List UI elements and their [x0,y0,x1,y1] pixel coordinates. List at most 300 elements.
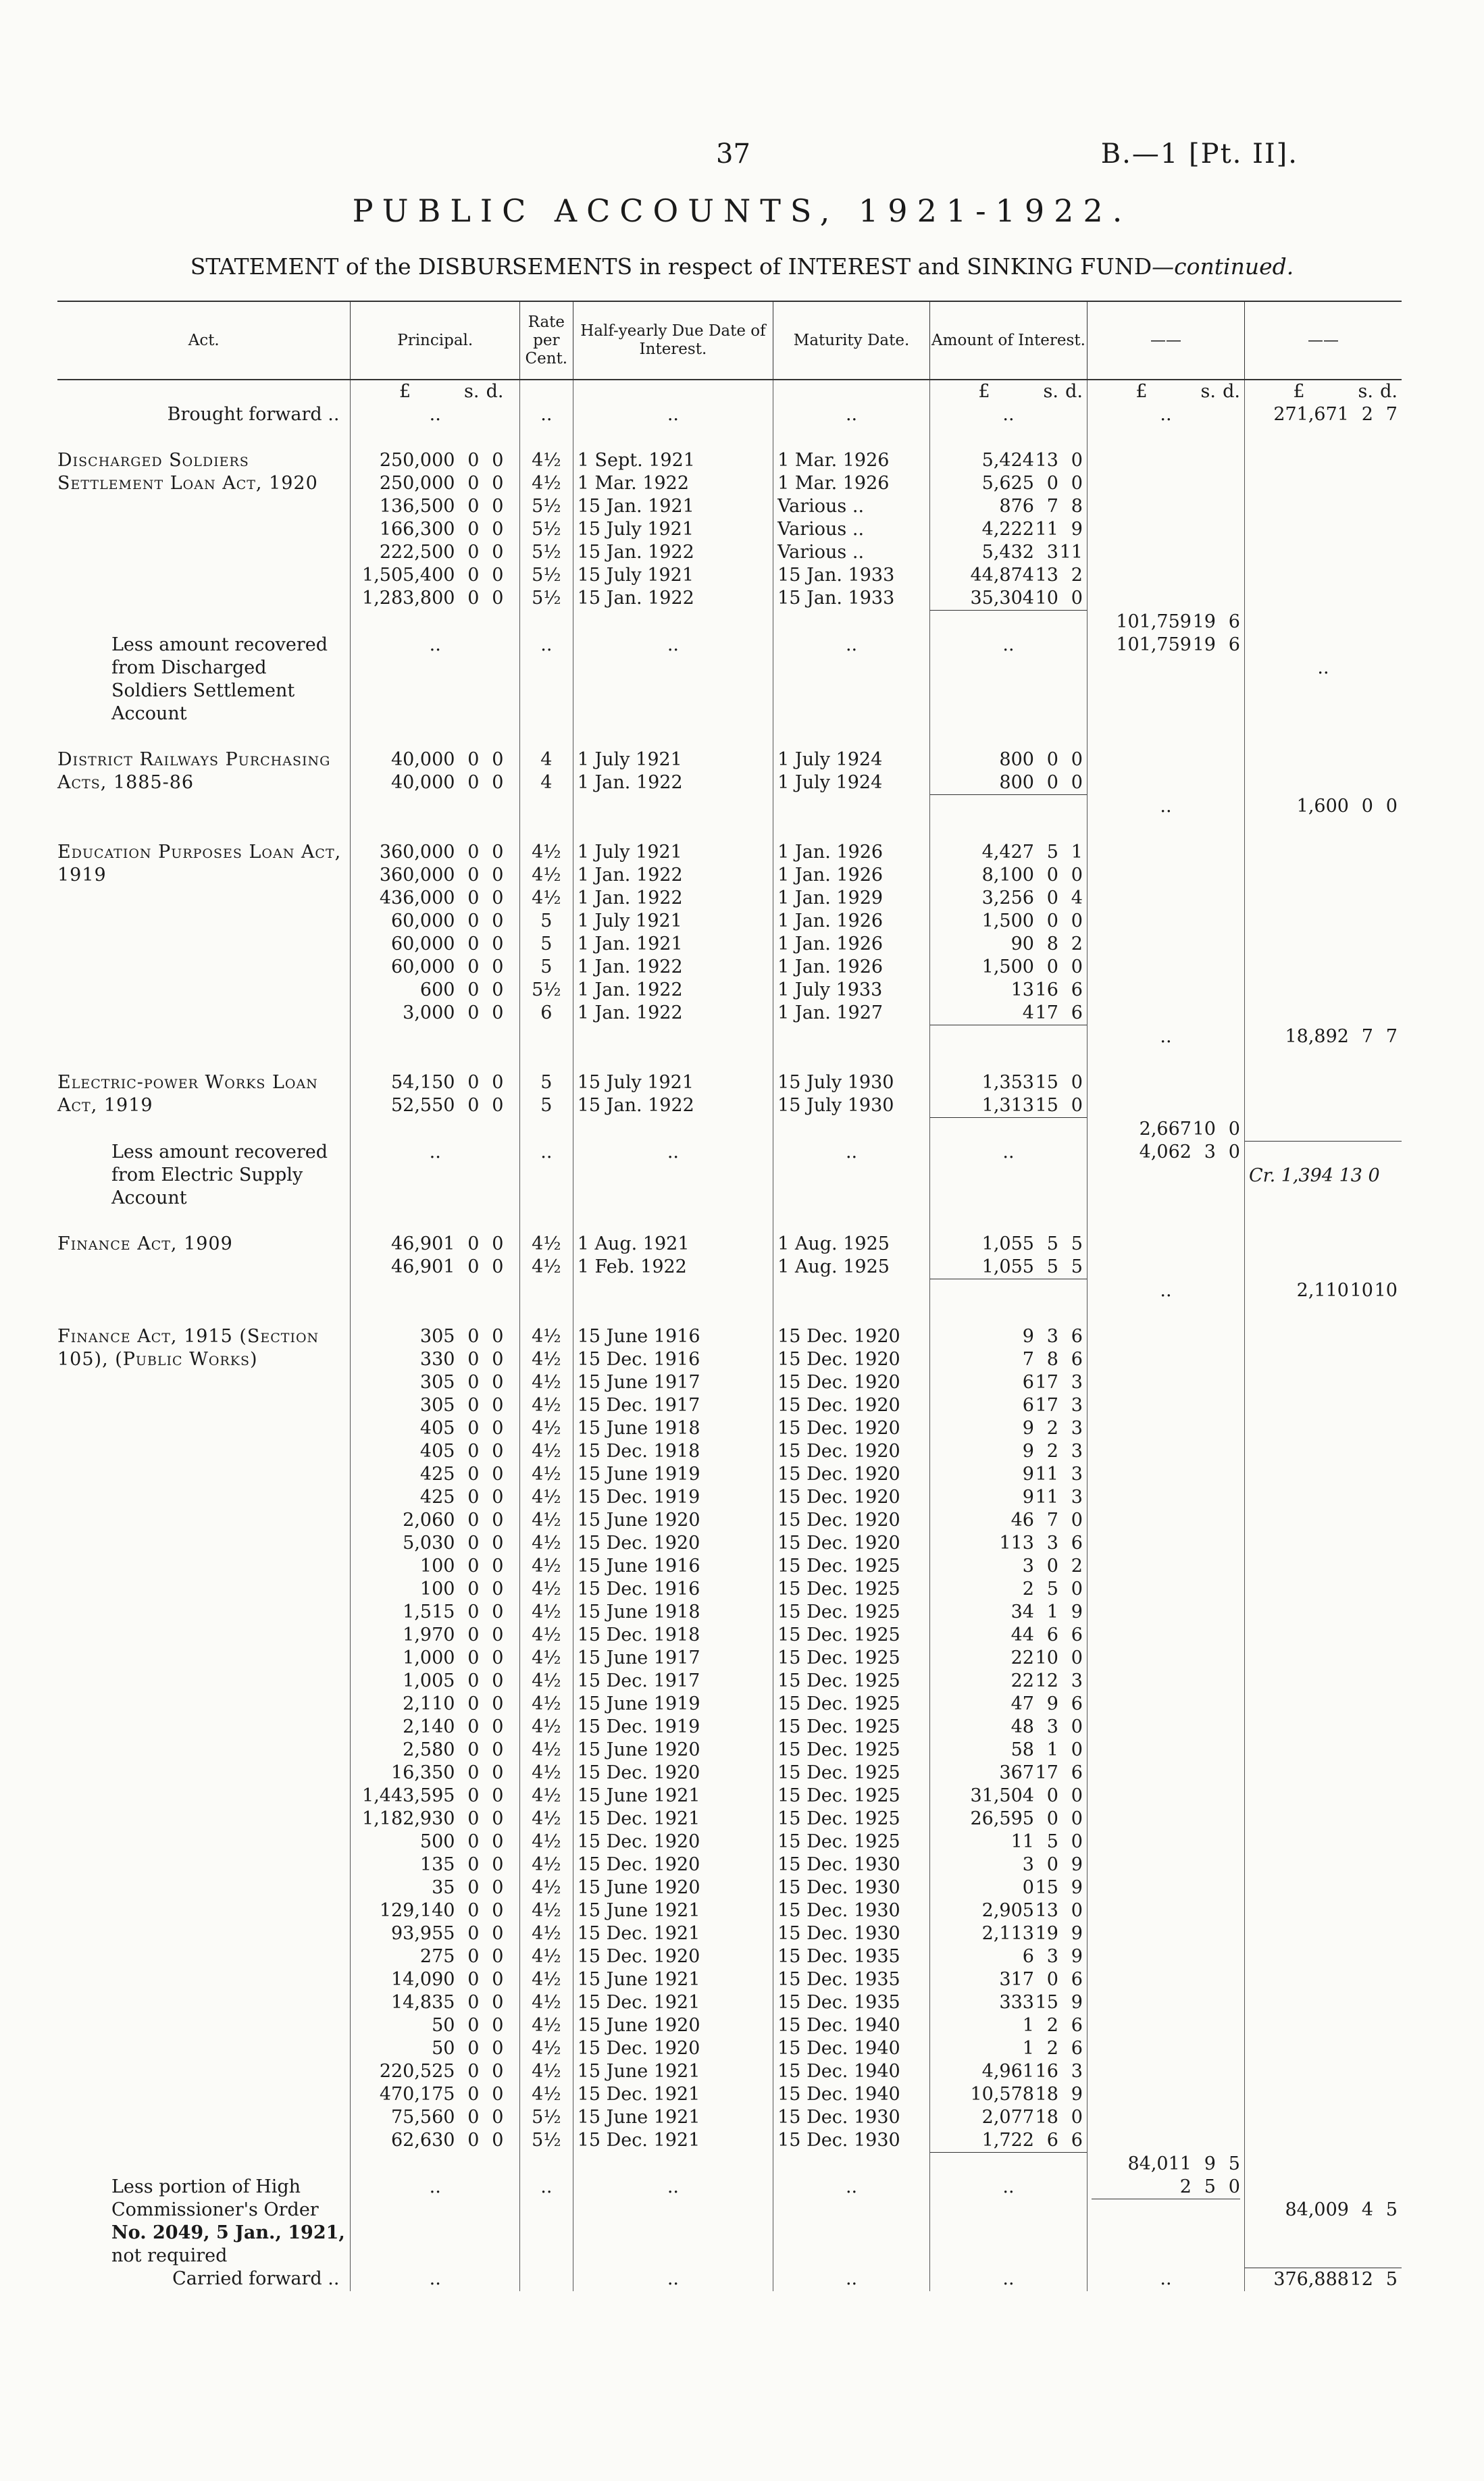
cell-amount [929,795,1087,819]
blank-line [777,380,925,403]
half-yearly-date: 15 June 1919 [577,1464,700,1485]
pounds-value: 360,000 [379,842,455,863]
maturity-date: 15 Dec. 1925 [777,1716,900,1737]
interest-amount [934,2106,1083,2129]
cell-subtotal [1087,1279,1244,1303]
cell-subtotal [1087,1325,1244,2153]
pence-value: 0 [492,1762,504,1783]
maturity-date: Various .. [777,519,865,540]
cell-amount [929,1325,1087,2153]
cell-total [1244,426,1402,449]
cell-rate [519,841,573,1025]
cell-half-yearly [573,1118,773,1142]
pounds-value: 2 [1179,2176,1192,2197]
shillings-value: 12 [1350,2268,1373,2290]
pounds-value: 2,077 [981,2107,1034,2128]
cell-amount [929,2268,1087,2291]
principal-value [355,1440,515,1463]
rate-value: 4½ [532,473,561,494]
shillings-value: 7 [1046,496,1058,517]
cell-rate [519,1141,573,1210]
unit-pence: d. [1223,381,1240,402]
half-yearly-date: 15 July 1921 [577,519,694,540]
dots: .. [1002,2268,1015,2289]
unit-pence: d. [486,381,504,402]
half-yearly-date: 15 Dec. 1921 [577,1992,700,2013]
pounds-value: 425 [419,1487,455,1508]
interest-amount [934,1509,1083,1532]
pounds-value: 317 [999,1969,1034,1990]
interest-amount [934,1532,1083,1555]
half-yearly-date: 15 Dec. 1920 [577,2038,700,2059]
pence-value: 6 [1228,634,1240,655]
pounds-value: 271,671 [1273,404,1349,425]
pounds-value: 50 [432,2038,455,2059]
shillings-value: 0 [467,1877,480,1898]
shillings-value: 0 [467,1785,480,1806]
pence-value: 0 [1385,795,1398,817]
principal-value [355,1693,515,1716]
principal-value [355,1463,515,1486]
page-subtitle [0,253,1484,280]
pence-value: 0 [492,2038,504,2059]
maturity-date: 15 Dec. 1940 [777,2015,900,2036]
half-yearly-date: 1 July 1921 [577,911,682,931]
interest-amount [934,1440,1083,1463]
shillings-value: 6 [1046,2130,1058,2151]
pence-value: 0 [492,1785,504,1806]
cell-principal [351,1025,520,1049]
interest-amount [934,933,1083,956]
interest-amount [934,1716,1083,1739]
maturity-date: 15 Dec. 1925 [777,1602,900,1622]
currency-units [1249,380,1398,403]
pounds-value: 54,150 [390,1072,455,1093]
rate-value: 4½ [532,1762,561,1783]
principal-value [355,1899,515,1922]
pounds-value: 26,595 [970,1808,1034,1829]
table-row [57,380,1402,403]
cell-amount [929,634,1087,725]
shillings-value: 0 [467,1510,480,1531]
cell-total [1244,841,1402,1025]
principal-value [355,1831,515,1853]
maturity-date: 15 Jan. 1933 [777,588,895,609]
principal-value [355,1716,515,1739]
cell-maturity [773,1118,930,1142]
pence-value: 0 [1228,2176,1240,2197]
maturity-date: 15 Dec. 1925 [777,1785,900,1806]
table-row [57,2176,1402,2268]
pence-value: 3 [1071,1395,1083,1416]
pounds-value: 9 [1022,1441,1034,1462]
shillings-value: 7 [1361,1025,1373,1047]
interest-amount [934,1968,1083,1991]
pounds-value: 220,525 [379,2061,455,2082]
shillings-value: 0 [467,772,480,793]
pence-value: 0 [492,542,504,563]
section-total [1249,2199,1398,2222]
cell-subtotal [1087,1233,1244,1279]
pounds-value: 333 [999,1992,1034,2013]
pounds-value: 2,113 [981,1923,1034,1944]
pounds-value: 5,030 [403,1533,455,1554]
half-yearly-date: 1 Jan. 1922 [577,772,683,793]
section-total [1249,1279,1398,1302]
shillings-value: 13 [1035,1900,1058,1921]
pounds-value: 31,504 [970,1785,1034,1806]
shillings-value: 0 [467,749,480,770]
dots: .. [845,1142,858,1162]
col-header-rate: Rate per Cent. [519,301,573,380]
shillings-value: 0 [467,1647,480,1668]
cell-subtotal [1087,725,1244,748]
cell-rate [519,818,573,841]
pence-value: 0 [492,519,504,540]
rate-value: 4½ [532,1579,561,1600]
cell-amount [929,818,1087,841]
principal-value [355,518,515,541]
shillings-value: 13 [1035,450,1058,471]
cell-amount [929,2176,1087,2268]
pence-value: 6 [1071,1533,1083,1554]
principal-value [355,1325,515,1348]
pence-value: 9 [1071,519,1083,540]
rate-value: 4 [540,772,553,793]
half-yearly-date: 1 Feb. 1922 [577,1256,687,1277]
cell-subtotal [1087,426,1244,449]
principal-value [355,1601,515,1624]
less-label-end: not required [111,2245,228,2266]
rate-value: 4½ [532,1716,561,1737]
rate-value: 4½ [532,1946,561,1967]
pounds-value: 3,000 [403,1002,455,1023]
cell-half-yearly [573,1325,773,2153]
blank-line [1249,2176,1398,2199]
unit-shilling: s. [1043,381,1058,402]
rate-value: 4½ [532,1326,561,1347]
section-total [1249,795,1398,818]
half-yearly-date: 15 Dec. 1921 [577,1808,700,1829]
shillings-value: 0 [467,1233,480,1254]
interest-amount [934,1831,1083,1853]
shillings-value: 12 [1035,1670,1058,1691]
cell-principal [351,748,520,795]
pence-value: 0 [1071,749,1083,770]
cell-amount [929,1071,1087,1118]
shillings-value: 0 [467,1326,480,1347]
maturity-date: 15 Dec. 1935 [777,1992,900,2013]
shillings-value: 3 [1204,1142,1216,1162]
cell-principal [351,1210,520,1233]
pounds-value: 16,350 [390,1762,455,1783]
rate-value: 4½ [532,1349,561,1370]
shillings-value: 18 [1035,2084,1058,2105]
maturity-date: 15 Dec. 1925 [777,1625,900,1645]
cell-principal [351,795,520,819]
interest-amount [934,1256,1083,1279]
half-yearly-date: 15 Dec. 1921 [577,2130,700,2151]
rate-value: 5 [540,911,553,931]
cell-half-yearly [573,2176,773,2268]
rate-value: 4½ [532,888,561,909]
cell-half-yearly [573,841,773,1025]
shillings-value: 0 [1046,1854,1058,1875]
pence-value: 3 [1071,1418,1083,1439]
shillings-value: 19 [1035,1923,1058,1944]
less-label: Less amount recovered from Electric Supply Account [111,1142,328,1208]
shillings-value: 15 [1035,1095,1058,1116]
cell-amount [929,841,1087,1025]
dots: .. [540,2176,553,2197]
interest-amount [934,449,1083,472]
cell-maturity [773,634,930,725]
rate-value: 4½ [532,1969,561,1990]
pence-value: 0 [1071,450,1083,471]
pounds-value: 2,110 [1296,1279,1349,1301]
maturity-date: 15 Dec. 1920 [777,1326,900,1347]
rate-value: 4½ [532,1510,561,1531]
pounds-value: 1,055 [981,1256,1034,1277]
pounds-value: 48 [1010,1716,1034,1737]
pounds-value: 470,175 [379,2084,455,2105]
pounds-value: 1 [1022,2038,1034,2059]
interest-amount [934,1762,1083,1785]
col-header-act: Act. [57,301,351,380]
less-amount [1092,634,1240,657]
pounds-value: 101,759 [1116,634,1192,655]
pounds-value: 9 [1022,1464,1034,1485]
dots: .. [1002,2176,1015,2197]
col-header-half-yearly: Half-yearly Due Date of Interest. [573,301,773,380]
principal-value [355,2037,515,2060]
rate-value: 4½ [532,1647,561,1668]
pence-value: 0 [492,1510,504,1531]
pounds-value: 1,313 [981,1095,1034,1116]
pounds-value: 1,443,595 [362,1785,455,1806]
cell-subtotal [1087,1071,1244,1118]
pounds-value: 75,560 [390,2107,455,2128]
shillings-value: 0 [1046,1808,1058,1829]
cell-half-yearly [573,2268,773,2291]
cell-half-yearly [573,1233,773,1279]
cell-principal [351,2176,520,2268]
cell-act [57,2153,351,2176]
maturity-date: 1 Jan. 1926 [777,956,884,977]
shillings-value: 0 [467,2015,480,2036]
principal-value [355,2060,515,2083]
rate-value: 5½ [532,542,561,563]
pounds-value: 4 [1022,1002,1034,1023]
interest-amount [934,518,1083,541]
shillings-value: 6 [1046,1625,1058,1645]
rate-value: 4½ [532,1785,561,1806]
maturity-date: 15 Dec. 1920 [777,1533,900,1554]
pence-value: 0 [1071,1739,1083,1760]
pence-value: 6 [1071,2015,1083,2036]
blank-line [57,818,346,841]
pounds-value: 800 [999,772,1034,793]
pounds-value: 9 [1022,1326,1034,1347]
pounds-value: 35 [432,1877,455,1898]
cell-amount [929,1210,1087,1233]
pounds-value: 90 [1010,933,1034,954]
half-yearly-date: 1 Aug. 1921 [577,1233,690,1254]
cell-act [57,1048,351,1071]
pence-value: 0 [1071,956,1083,977]
principal-value [355,587,515,610]
cell-principal [351,2268,520,2291]
table-row [57,1048,1402,1071]
pounds-value: 2,580 [403,1739,455,1760]
pounds-value: 305 [419,1395,455,1416]
cell-maturity [773,403,930,426]
unit-pence: d. [1065,381,1083,402]
cell-subtotal [1087,1302,1244,1325]
maturity-date: 1 Jan. 1927 [777,1002,884,1023]
shillings-value: 0 [467,2038,480,2059]
cell-rate [519,611,573,634]
dots: .. [845,2268,858,2289]
pounds-value: 1,505,400 [362,565,455,586]
unit-pound: £ [1293,381,1305,402]
maturity-date: 15 Dec. 1920 [777,1441,900,1462]
cell-act [57,426,351,449]
pounds-value: 250,000 [379,450,455,471]
cell-rate [519,1302,573,1325]
cell-subtotal [1087,1210,1244,1233]
cell-total [1244,1141,1402,1210]
shillings-value: 17 [1035,1395,1058,1416]
pence-value: 0 [492,1395,504,1416]
maturity-date: 15 July 1930 [777,1072,894,1093]
cell-total [1244,611,1402,634]
pence-value: 0 [1228,1142,1240,1162]
blank-line [57,1048,346,1071]
currency-units [934,380,1083,403]
pence-value: 6 [1071,2038,1083,2059]
section-total [1249,1025,1398,1048]
principal-value [355,864,515,887]
dots: .. [1317,657,1329,678]
cell-half-yearly [573,818,773,841]
maturity-date: 1 Jan. 1926 [777,933,884,954]
cell-total [1244,1048,1402,1071]
interest-amount [934,1853,1083,1876]
blank-line [934,1279,1083,1302]
principal-value [355,1509,515,1532]
pounds-value: 6 [1022,1946,1034,1967]
pounds-value: 4,961 [981,2061,1034,2082]
dots: .. [667,1142,679,1162]
principal-value [355,1853,515,1876]
shillings-value: 5 [1046,1256,1058,1277]
dots: .. [667,634,679,655]
principal-value [355,564,515,587]
pence-value: 0 [492,772,504,793]
pounds-value: 1,353 [981,1072,1034,1093]
shillings-value: 0 [467,1395,480,1416]
shillings-value: 17 [1035,1372,1058,1393]
maturity-date: 15 Dec. 1920 [777,1372,900,1393]
principal-value [355,1670,515,1693]
cell-act [57,795,351,819]
pence-value: 0 [492,979,504,1000]
pounds-value: 2,667 [1139,1118,1192,1140]
blank-line [934,1118,1083,1141]
pence-value: 0 [492,956,504,977]
act-name: Finance Act, 1915 (Section 105), (Public Works) [57,1326,319,1370]
pence-value: 3 [1071,1670,1083,1691]
rate-value: 4 [540,749,553,770]
cell-rate [519,1025,573,1049]
maturity-date: 1 Aug. 1925 [777,1256,890,1277]
pence-value: 6 [1071,1693,1083,1714]
pence-value: 0 [492,1072,504,1093]
shillings-value: 15 [1035,1877,1058,1898]
table-row [57,1118,1402,1142]
principal-value [355,449,515,472]
pence-value: 0 [492,2061,504,2082]
pounds-value: 800 [999,749,1034,770]
unit-shilling: s. [1358,381,1373,402]
dots: .. [667,404,679,425]
pounds-value: 40,000 [390,749,455,770]
pounds-value: 1,182,930 [362,1808,455,1829]
pounds-value: 5,432 [981,542,1034,563]
cell-subtotal [1087,818,1244,841]
shillings-value: 0 [467,2107,480,2128]
cell-amount [929,1279,1087,1303]
shillings-value: 0 [1046,888,1058,909]
pounds-value: 222,500 [379,542,455,563]
shillings-value: 0 [1046,911,1058,931]
cell-total [1244,403,1402,426]
rate-value: 4½ [532,1693,561,1714]
pence-value: 0 [492,1602,504,1622]
cell-half-yearly [573,2153,773,2176]
shillings-value: 1 [1046,1602,1058,1622]
pounds-value: 62,630 [390,2130,455,2151]
half-yearly-date: 15 Jan. 1921 [577,496,694,517]
brought-forward-total [1249,403,1398,426]
principal-value [355,1578,515,1601]
pence-value: 0 [492,1349,504,1370]
dots: .. [845,634,858,655]
maturity-date: 1 Jan. 1926 [777,842,884,863]
principal-value [355,1394,515,1417]
carried-forward-label: Carried forward .. [172,2268,340,2289]
currency-units [1092,380,1240,403]
pence-value: 0 [1071,1716,1083,1737]
pounds-value: 367 [999,1762,1034,1783]
shillings-value: 17 [1035,1762,1058,1783]
cell-maturity [773,1048,930,1071]
cell-maturity [773,380,930,403]
pounds-value: 40,000 [390,772,455,793]
pence-value: 0 [1071,865,1083,886]
table-row [57,1210,1402,1233]
unit-pound: £ [978,381,990,402]
rate-value: 4½ [532,1487,561,1508]
interest-amount [934,1555,1083,1578]
pounds-value: 3 [1022,1556,1034,1577]
shillings-value: 18 [1035,2107,1058,2128]
pence-value: 6 [1071,1762,1083,1783]
pounds-value: 500 [419,1831,455,1852]
shillings-value: 0 [1046,749,1058,770]
cell-rate [519,1325,573,2153]
